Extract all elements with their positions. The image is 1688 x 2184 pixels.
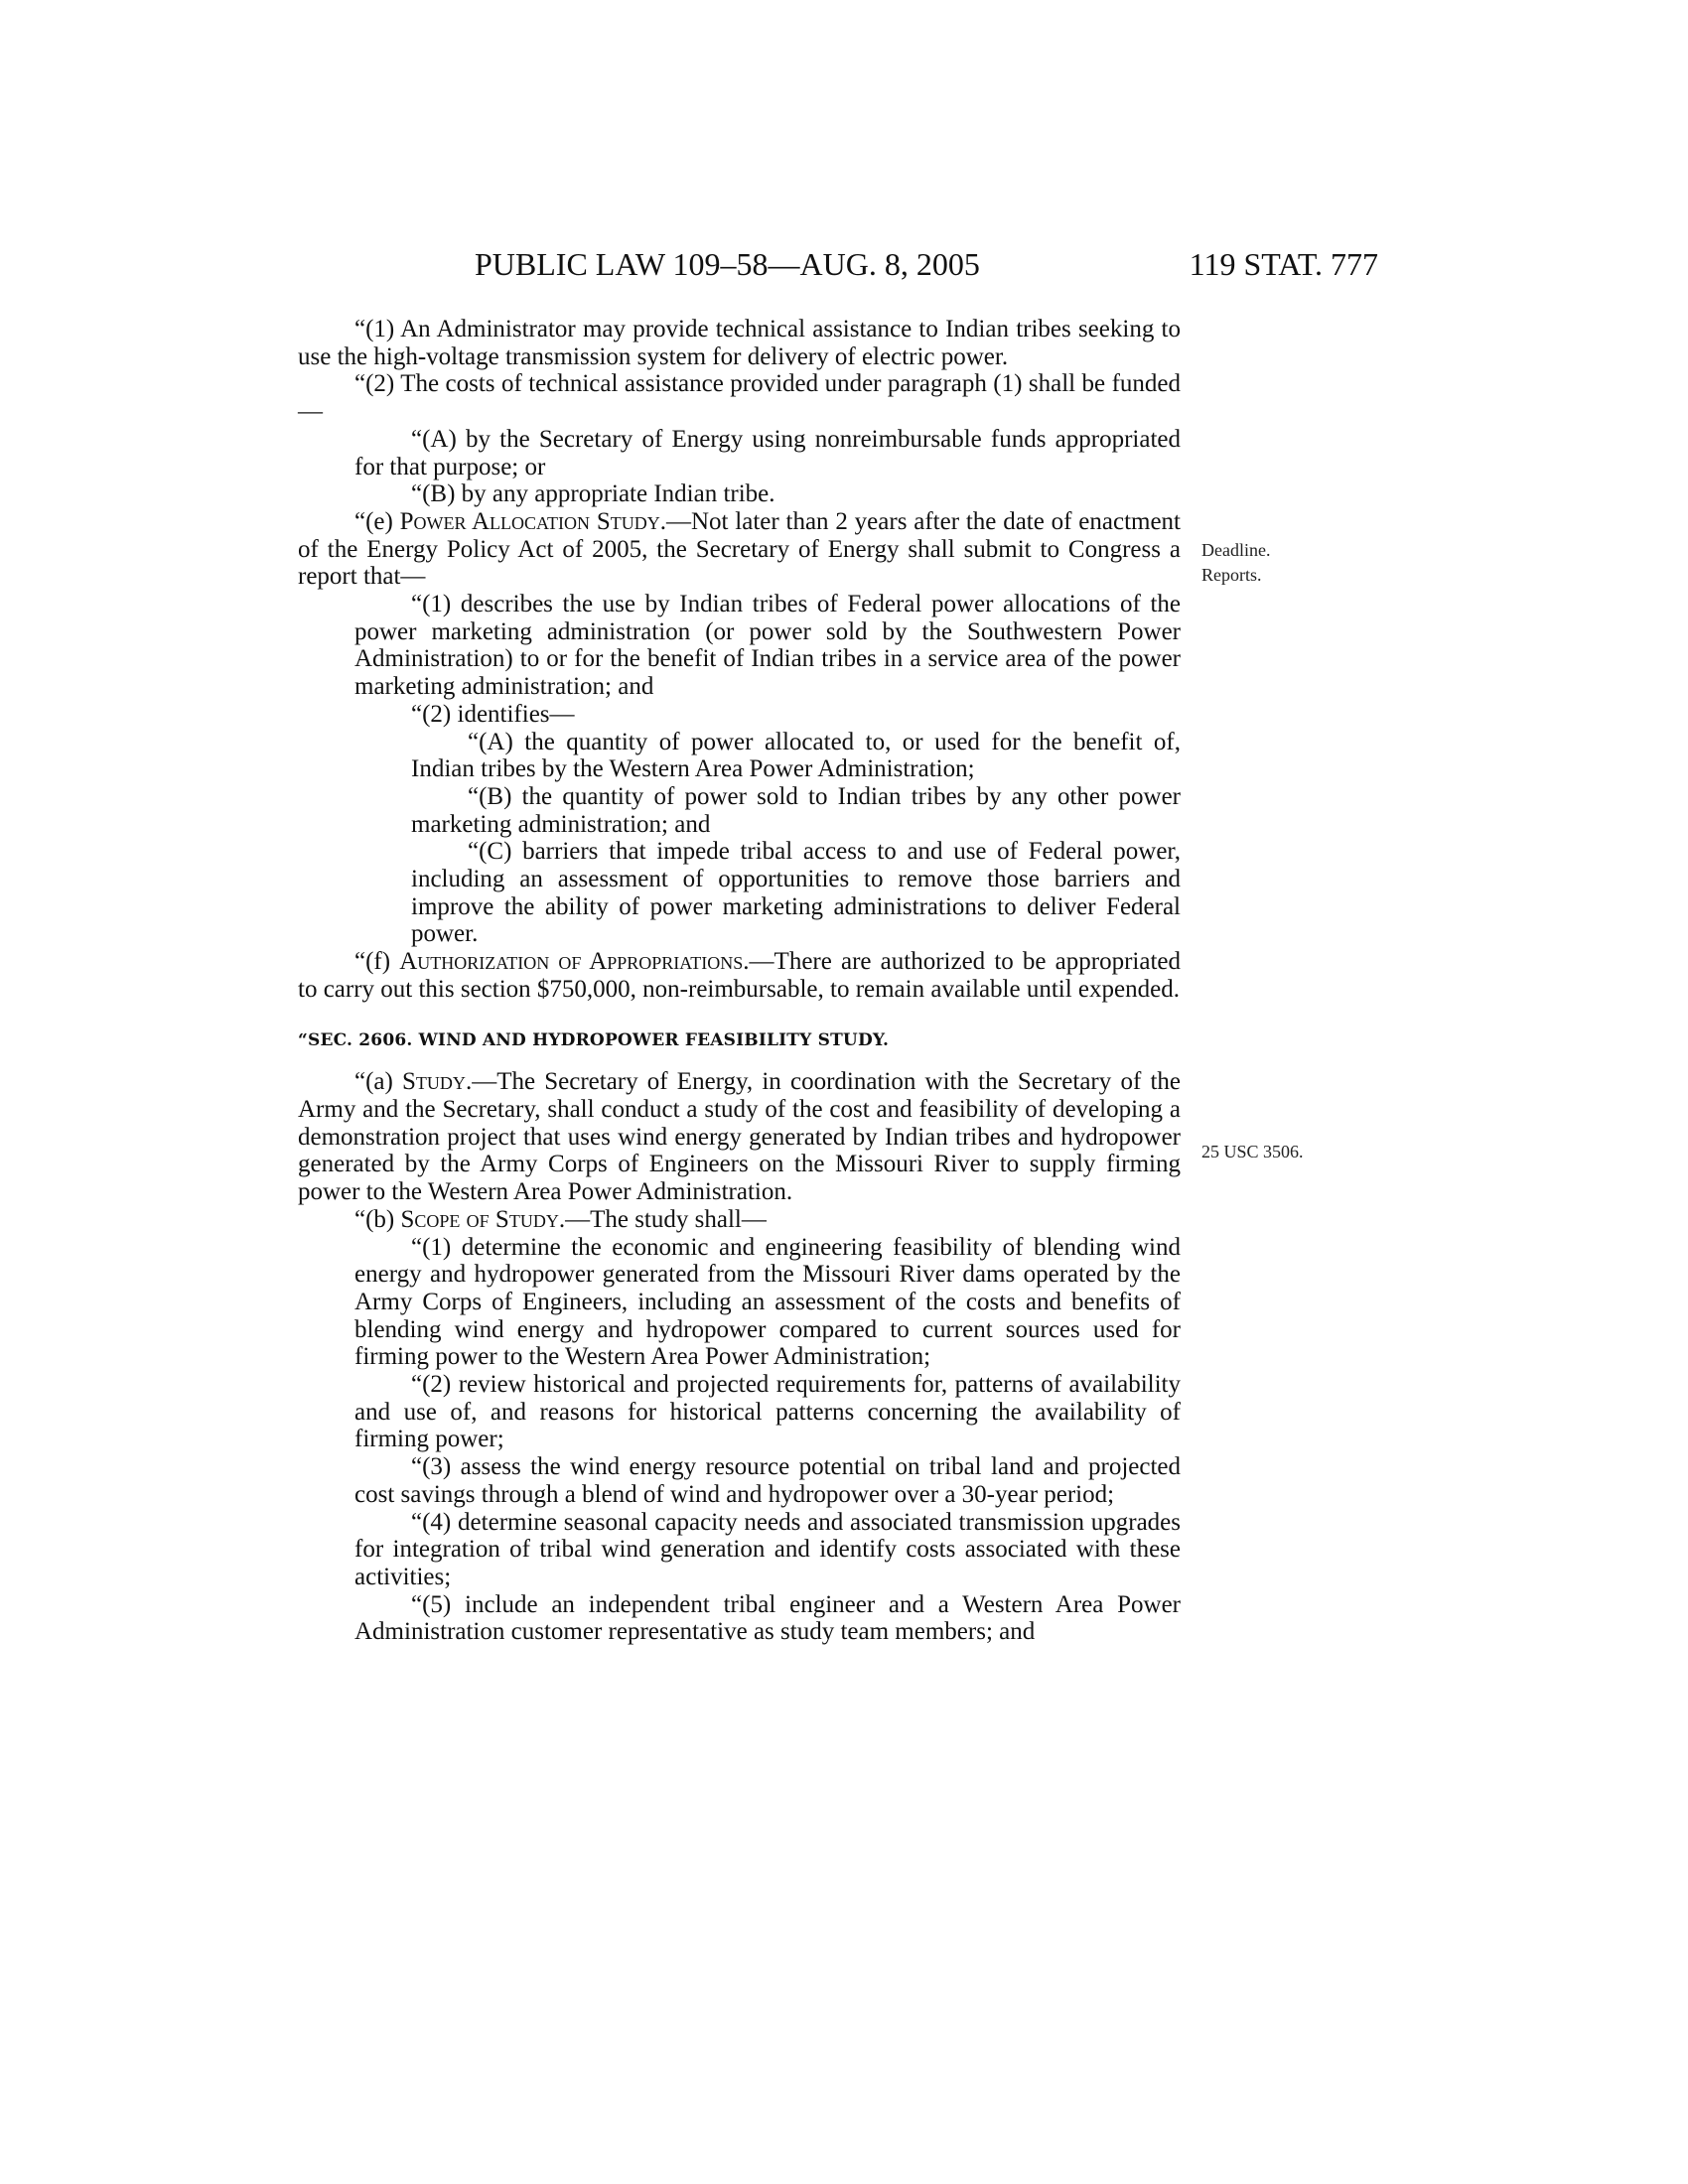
margin-note-reports: Reports. [1201,565,1262,585]
subsection-e-text: .—Not later than 2 years after the date of enactment of the Energy Policy Act of 2005, the Secretary of Energy shall submit to Congress a report that— [298,507,1181,591]
page-header [298,246,1390,286]
subparagraph-2b: “(B) by any appropriate Indian tribe. [411,480,775,508]
statute-text [298,316,1181,1646]
subsection-f-label: “(f) [354,948,400,976]
subsection-e-heading: Power Allocation Study [399,507,660,535]
margin-note-usc: 25 USC 3506. [1201,1142,1304,1161]
stat-page-number: 119 STAT. 777 [1189,246,1378,282]
subsection-b-heading: Scope of Study [400,1205,559,1233]
subparagraph-e2a: “(A) the quantity of power allocated to, or used for the benefit of, Indian tribes by the Western Area Power Administration; [411,728,1181,783]
section-heading: “SEC. 2606. WIND AND HYDROPOWER FEASIBILITY STUDY. [298,1029,890,1050]
subsection-f [298,948,1181,1003]
paragraph-b2: “(2) review historical and projected requirements for, patterns of availability and use of, and reasons for historical patterns concerning the availability of firming power; [354,1371,1181,1453]
paragraph-1: “(1) An Administrator may provide technical assistance to Indian tribes seeking to use the high-voltage transmission system for delivery of electric power. [298,316,1181,370]
subparagraph-e2b: “(B) the quantity of power sold to Indian tribes by any other power marketing administration; and [411,782,1181,838]
subsection-e [298,508,1181,591]
running-title: PUBLIC LAW 109–58—AUG. 8, 2005 [475,246,980,282]
subsection-a [298,1068,1181,1206]
subsection-a-text: .—The Secretary of Energy, in coordination with the Secretary of the Army and the Secretary, shall conduct a study of the cost and feasibility of developing a demonstration project that uses wind energy generated by Indian tribes and hydropower generated by the Army Corps of Engineers on the Missouri River to supply firming power to the Western Area Power Administration. [298,1068,1181,1206]
subsection-b [298,1206,1181,1234]
paragraph-e2: “(2) identifies— [411,700,575,728]
paragraph-b4: “(4) determine seasonal capacity needs and associated transmission upgrades for integration of tribal wind generation and identify costs associated with these activities; [354,1508,1181,1590]
paragraph-2: “(2) The costs of technical assistance provided under paragraph (1) shall be funded— [298,370,1181,426]
paragraph-e1: “(1) describes the use by Indian tribes of Federal power allocations of the power marketing administration (or power sold by the Southwestern Power Administration) to or for the benefit of Indian tribes in a service area of the power marketing administration; and [354,591,1181,701]
subparagraph-2a: “(A) by the Secretary of Energy using nonreimbursable funds appropriated for that purpose; or [354,425,1181,480]
subsection-a-label: “(a) [354,1068,403,1096]
paragraph-b3: “(3) assess the wind energy resource potential on tribal land and projected cost savings through a blend of wind and hydropower over a 30-year period; [354,1453,1181,1508]
margin-note-deadline: Deadline. [1201,540,1271,560]
subsection-b-label: “(b) [354,1205,401,1233]
subsection-e-label: “(e) [354,507,400,535]
subsection-a-heading: Study [402,1068,466,1096]
subsection-f-heading: Authorization of Appropriations [399,948,744,976]
paragraph-b1: “(1) determine the economic and engineering feasibility of blending wind energy and hydropower generated from the Missouri River dams operated by the Army Corps of Engineers, including an assessment of the costs and benefits of blending wind energy and hydropower compared to current sources used for firming power to the Western Area Power Administration; [354,1233,1181,1371]
subsection-b-text: .—The study shall— [558,1205,767,1233]
subparagraph-e2c: “(C) barriers that impede tribal access to and use of Federal power, including an assessment of opportunities to remove those barriers and improve the ability of power marketing administrations to deliver Federal power. [411,838,1181,948]
subsection-f-text: .—There are authorized to be appropriated to carry out this section $750,000, non-reimbursable, to remain available until expended. [298,948,1181,1003]
paragraph-b5: “(5) include an independent tribal engineer and a Western Area Power Administration customer representative as study team members; and [354,1590,1181,1646]
